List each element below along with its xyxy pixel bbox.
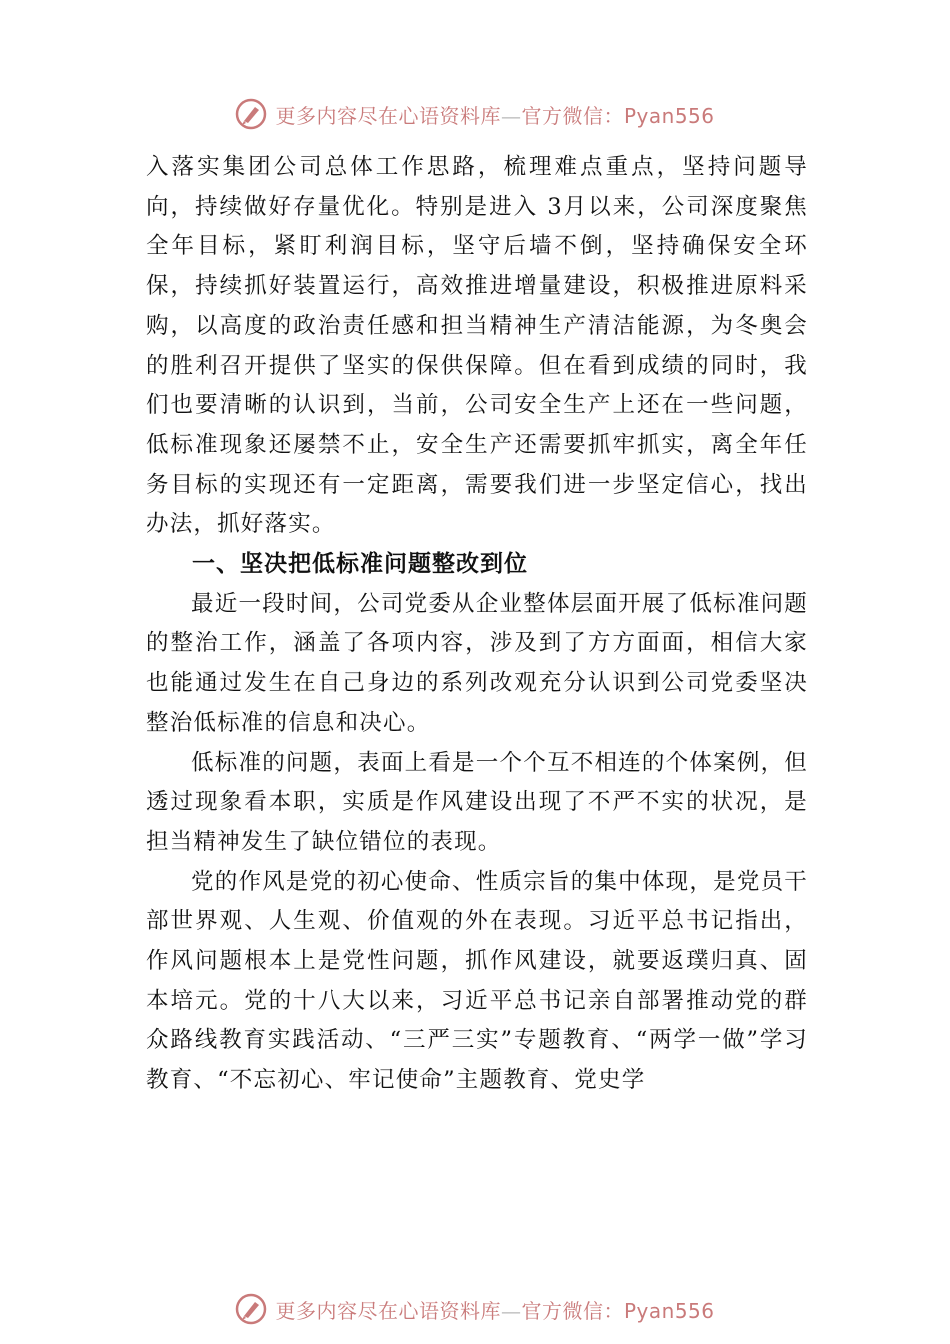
banner-text: 更多内容尽在心语资料库—官方微信：Pyan556 (275, 1298, 715, 1323)
header-banner (0, 94, 950, 134)
paragraph-2: 最近一段时间，公司党委从企业整体层面开展了低标准问题的整治工作，涵盖了各项内容，涉及到了方方面面，相信大家也能通过发生在自己身边的系列改观充分认识到公司党委坚决整治低标准的信息和决心。 (146, 590, 808, 736)
footer-banner (0, 1289, 950, 1329)
pen-nib-logo-icon (235, 98, 267, 130)
paragraph-3: 低标准的问题，表面上看是一个个互不相连的个体案例，但透过现象看本职，实质是作风建设出现了不严不实的状况，是担当精神发生了缺位错位的表现。 (146, 749, 808, 855)
pen-nib-logo-icon (235, 1293, 267, 1325)
paragraph-1: 入落实集团公司总体工作思路，梳理难点重点，坚持问题导向，持续做好存量优化。特别是进入 3月以来，公司深度聚焦全年目标，紧盯利润目标，坚守后墙不倒，坚持确保安全环保，持续抓好装置运行，高效推进增量建设，积极推进原料采购，以高度的政治责任感和担当精神生产清洁能源，为冬奥会的胜利召开提供了坚实的保供保障。但在看到成绩的同时，我们也要清晰的认识到，当前，公司安全生产上还在一些问题，低标准现象还屡禁不止，安全生产还需要抓牢抓实，离全年任务目标的实现还有一定距离，需要我们进一步坚定信心，找出办法，抓好落实。 (146, 154, 808, 538)
paragraph-4: 党的作风是党的初心使命、性质宗旨的集中体现，是党员干部世界观、人生观、价值观的外在表现。习近平总书记指出，作风问题根本上是党性问题，抓作风建设，就要返璞归真、固本培元。党的十八大以来，习近平总书记亲自部署推动党的群众路线教育实践活动、“三严三实”专题教育、“两学一做”学习教育、“不忘初心、牢记使命”主题教育、党史学 (146, 868, 808, 1094)
banner-text: 更多内容尽在心语资料库—官方微信：Pyan556 (275, 103, 715, 128)
section-heading-1: 一、坚决把低标准问题整改到位 (192, 551, 528, 578)
document-body (146, 148, 808, 1101)
